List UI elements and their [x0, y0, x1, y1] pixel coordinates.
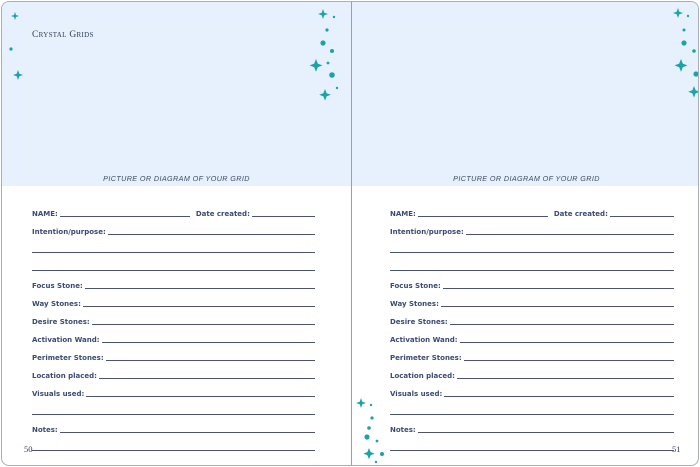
- intention-line[interactable]: [390, 237, 674, 255]
- visuals-field[interactable]: [444, 396, 674, 397]
- perimeter-stones-label: Perimeter Stones:: [390, 354, 462, 362]
- intention-field[interactable]: [466, 234, 674, 235]
- visuals-row: [390, 381, 674, 399]
- name-field[interactable]: [418, 216, 548, 217]
- focus-stone-row: [390, 273, 674, 291]
- way-stones-row: [390, 291, 674, 309]
- notes-label: Notes:: [32, 426, 58, 434]
- desire-stones-label: Desire Stones:: [32, 318, 90, 326]
- notes-label: Notes:: [390, 426, 416, 434]
- visuals-label: Visuals used:: [390, 390, 443, 398]
- location-label: Location placed:: [390, 372, 455, 380]
- activation-wand-field[interactable]: [102, 342, 315, 343]
- perimeter-stones-row: [32, 345, 315, 363]
- way-stones-label: Way Stones:: [390, 300, 439, 308]
- desire-stones-label: Desire Stones:: [390, 318, 448, 326]
- location-field[interactable]: [99, 378, 315, 379]
- sparkles-cluster-icon: [354, 396, 388, 466]
- name-row: [390, 201, 674, 219]
- focus-stone-field[interactable]: [85, 288, 315, 289]
- right-page: [351, 2, 699, 466]
- visuals-row: [32, 381, 315, 399]
- location-label: Location placed:: [32, 372, 97, 380]
- date-created-label: Date created:: [195, 210, 250, 218]
- focus-stone-label: Focus Stone:: [390, 282, 441, 290]
- name-label: NAME:: [32, 210, 58, 218]
- desire-stones-row: [390, 309, 674, 327]
- perimeter-stones-row: [390, 345, 674, 363]
- grid-picture-area: [352, 2, 699, 186]
- way-stones-field[interactable]: [83, 306, 315, 307]
- notes-line[interactable]: [390, 435, 674, 453]
- sparkle-icon: [12, 62, 26, 82]
- notes-field[interactable]: [418, 432, 674, 433]
- notes-field[interactable]: [60, 432, 315, 433]
- activation-wand-row: [390, 327, 674, 345]
- grid-record-form: [32, 201, 315, 453]
- left-page: [2, 2, 351, 466]
- name-label: NAME:: [390, 210, 416, 218]
- desire-stones-row: [32, 309, 315, 327]
- focus-stone-label: Focus Stone:: [32, 282, 83, 290]
- grid-record-form: [390, 201, 674, 453]
- way-stones-field[interactable]: [441, 306, 674, 307]
- desire-stones-field[interactable]: [92, 324, 315, 325]
- name-row: [32, 201, 315, 219]
- focus-stone-row: [32, 273, 315, 291]
- page-number-right: 51: [672, 444, 681, 454]
- activation-wand-field[interactable]: [460, 342, 674, 343]
- book-spread: [1, 1, 699, 466]
- date-created-label: Date created:: [553, 210, 608, 218]
- visuals-field[interactable]: [86, 396, 315, 397]
- intention-line[interactable]: [32, 237, 315, 255]
- notes-row: [390, 417, 674, 435]
- page-number-left: 50: [24, 444, 33, 454]
- intention-row: [32, 219, 315, 237]
- section-title: Crystal Grids: [32, 30, 94, 40]
- focus-stone-field[interactable]: [443, 288, 674, 289]
- crescent-moon-icon: [8, 12, 34, 52]
- picture-caption: PICTURE OR DIAGRAM OF YOUR GRID: [453, 174, 600, 183]
- sparkles-cluster-icon: [670, 4, 699, 104]
- location-row: [390, 363, 674, 381]
- activation-wand-row: [32, 327, 315, 345]
- intention-line[interactable]: [390, 255, 674, 273]
- name-field[interactable]: [60, 216, 190, 217]
- intention-label: Intention/purpose:: [390, 228, 464, 236]
- visuals-line[interactable]: [32, 399, 315, 417]
- intention-row: [390, 219, 674, 237]
- intention-label: Intention/purpose:: [32, 228, 106, 236]
- date-created-field[interactable]: [252, 216, 315, 217]
- perimeter-stones-label: Perimeter Stones:: [32, 354, 104, 362]
- visuals-line[interactable]: [390, 399, 674, 417]
- location-row: [32, 363, 315, 381]
- picture-caption: PICTURE OR DIAGRAM OF YOUR GRID: [103, 174, 250, 183]
- perimeter-stones-field[interactable]: [106, 360, 315, 361]
- date-created-field[interactable]: [610, 216, 674, 217]
- perimeter-stones-field[interactable]: [464, 360, 674, 361]
- intention-line[interactable]: [32, 255, 315, 273]
- activation-wand-label: Activation Wand:: [390, 336, 458, 344]
- activation-wand-label: Activation Wand:: [32, 336, 100, 344]
- intention-field[interactable]: [108, 234, 315, 235]
- sparkles-cluster-icon: [306, 6, 346, 106]
- way-stones-label: Way Stones:: [32, 300, 81, 308]
- visuals-label: Visuals used:: [32, 390, 85, 398]
- location-field[interactable]: [457, 378, 674, 379]
- notes-row: [32, 417, 315, 435]
- way-stones-row: [32, 291, 315, 309]
- desire-stones-field[interactable]: [450, 324, 674, 325]
- notes-line[interactable]: [32, 435, 315, 453]
